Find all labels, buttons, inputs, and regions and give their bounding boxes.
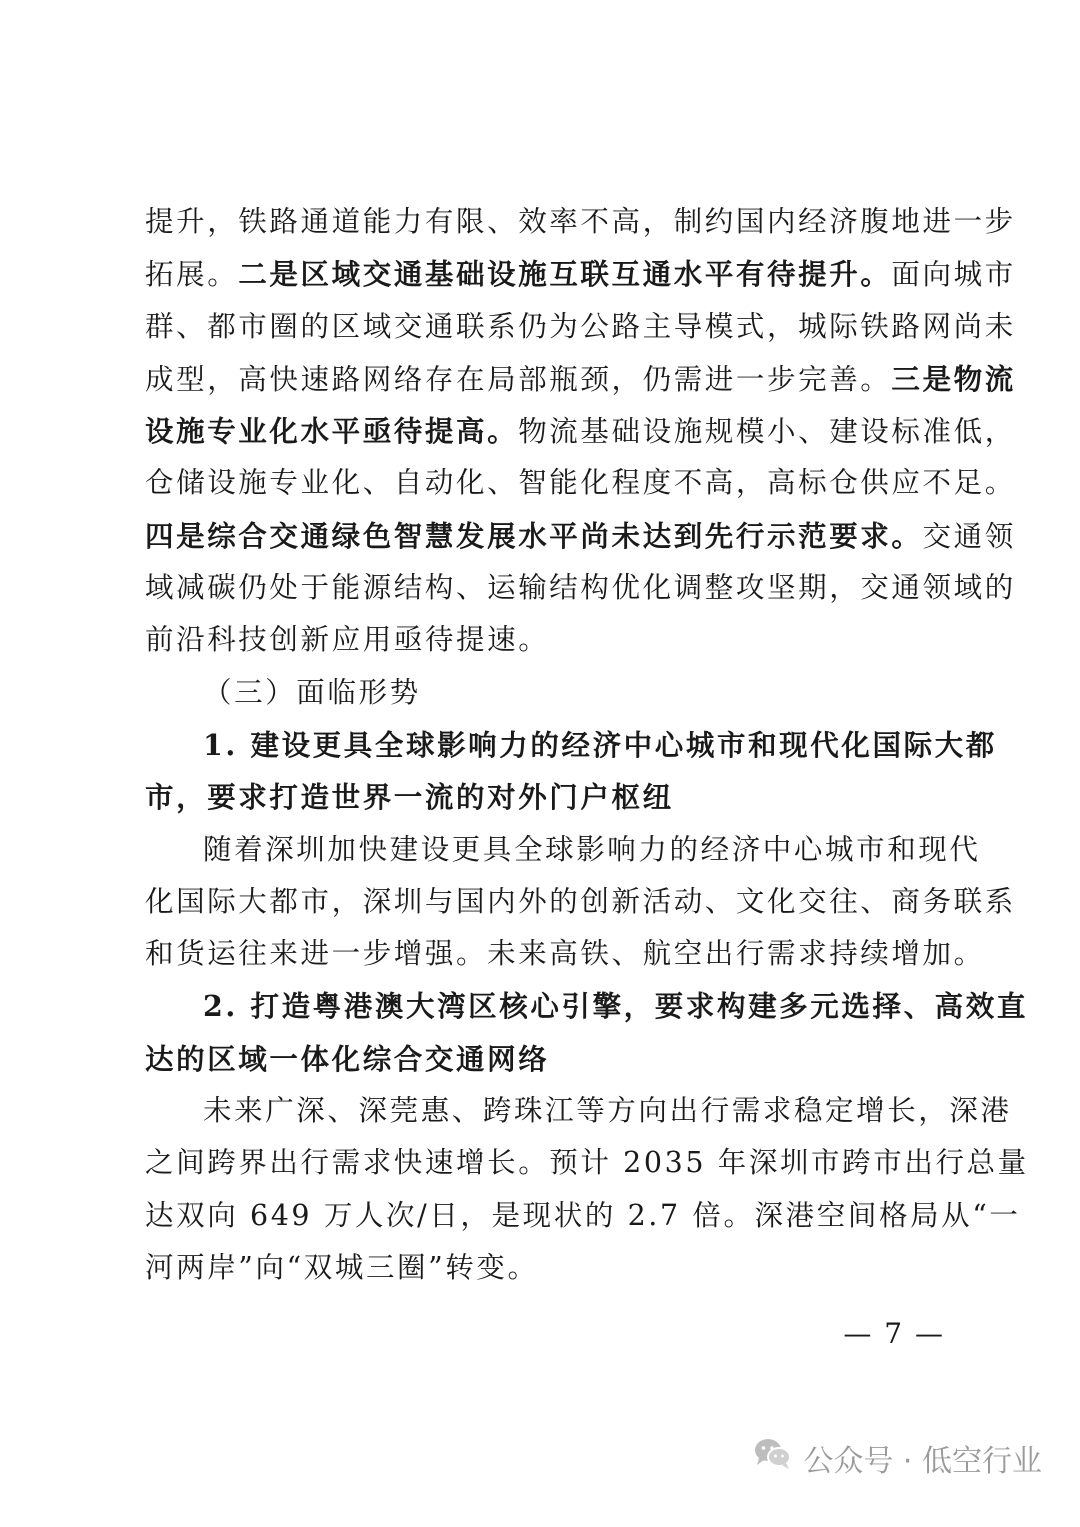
text-line (145, 353, 1016, 405)
text-run: 域减碳仍处于能源结构、运输结构优化调整攻坚期，交通领域的 (145, 571, 1016, 605)
watermark (753, 1436, 1042, 1480)
bold-text-run: 设施专业化水平亟待提高。 (145, 414, 519, 449)
text-line (145, 824, 981, 876)
text-run: 交通领 (922, 519, 1016, 553)
document-page (145, 196, 1029, 1294)
text-run: 仓储设施专业化、自动化、智能化程度不高，高标仓供应不足。 (145, 466, 1016, 500)
page-number: — 7 — (843, 1317, 945, 1350)
bold-text-run: 四是综合交通绿色智慧发展水平尚未达到先行示范要求。 (145, 518, 923, 553)
item-heading-text: 2. 打造粤港澳大湾区核心引擎，要求构建多元选择、高效直 (203, 989, 1028, 1024)
text-line (145, 1085, 1012, 1137)
text-line (145, 1190, 1021, 1242)
bold-text-run: 二是区域交通基础设施互联互通水平有待提升。 (238, 257, 892, 292)
text-run: 前沿科技创新应用亟待提速。 (145, 623, 550, 657)
text-run: 群、都市圈的区域交通联系仍为公路主导模式，城际铁路网尚未 (145, 309, 1016, 343)
text-run: 成型，高快速路网络存在局部瓶颈，仍需进一步完善。 (145, 362, 892, 396)
text-run: 化国际大都市，深圳与国内外的创新活动、文化交往、商务联系 (145, 884, 1016, 918)
text-run: 面向城市 (891, 258, 1016, 292)
text-run: 达双向 649 万人次/日，是现状的 2.7 倍。深港空间格局从“一 (145, 1198, 1021, 1232)
text-line (145, 457, 1016, 509)
item-heading-text: 1. 建设更具全球影响力的经济中心城市和现代化国际大都 (203, 727, 997, 762)
item-heading (145, 1033, 945, 1085)
text-run: 未来广深、深莞惠、跨珠江等方向出行需求稳定增长，深港 (203, 1094, 1012, 1128)
item-heading (145, 771, 945, 823)
text-line (145, 405, 1016, 457)
text-line (145, 196, 1016, 248)
item-heading (145, 980, 1028, 1032)
text-line (145, 1242, 945, 1294)
text-line (145, 614, 945, 666)
text-line (145, 876, 1016, 928)
watermark-text: 公众号 · 低空行业 (803, 1444, 1042, 1479)
item-heading-text: 市，要求打造世界一流的对外门户枢纽 (145, 780, 674, 815)
text-line (145, 248, 1016, 300)
section-heading-text: （三）面临形势 (203, 675, 421, 709)
text-run: 随着深圳加快建设更具全球影响力的经济中心城市和现代 (203, 832, 981, 866)
text-run: 和货运往来进一步增强。未来高铁、航空出行需求持续增加。 (145, 937, 985, 971)
text-run: 之间跨界出行需求快速增长。预计 2035 年深圳市跨市出行总量 (145, 1146, 1029, 1180)
text-line (145, 928, 985, 980)
item-heading-text: 达的区域一体化综合交通网络 (145, 1041, 550, 1076)
text-line (145, 510, 1016, 562)
text-run: 物流基础设施规模小、建设标准低， (518, 415, 1016, 449)
text-line (145, 562, 1016, 614)
text-run: 河两岸”向“双城三圈”转变。 (145, 1250, 539, 1284)
text-run: 提升，铁路通道能力有限、效率不高，制约国内经济腹地进一步 (145, 205, 1016, 238)
text-line (145, 301, 1016, 353)
bold-text-run: 三是物流 (891, 361, 1016, 396)
item-heading (145, 719, 997, 771)
section-heading (145, 667, 945, 719)
wechat-icon (753, 1436, 793, 1480)
text-line (145, 1137, 1029, 1189)
text-run: 拓展。 (145, 258, 239, 292)
